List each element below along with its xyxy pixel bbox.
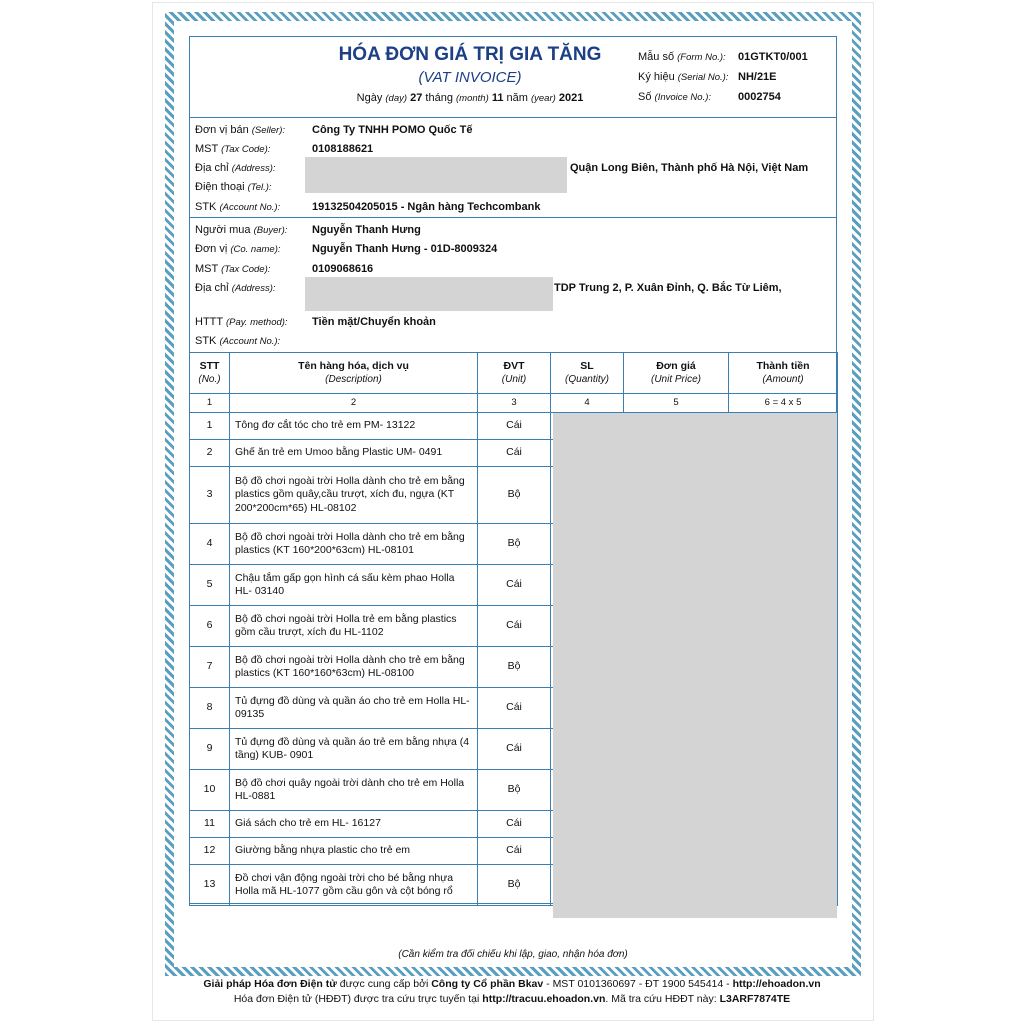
column-index: 2 (230, 394, 478, 413)
row-no: 6 (190, 606, 230, 647)
row-unit: Bộ (478, 865, 551, 906)
seller-label: Đơn vị bán (Seller): (195, 124, 286, 136)
redacted-amounts (553, 413, 837, 918)
divider (189, 217, 837, 218)
buyer-pay-method: Tiền mặt/Chuyển khoản (312, 316, 436, 328)
row-description: Tông đơ cắt tóc cho trẻ em PM- 13122 (230, 413, 478, 440)
buyer-pay-label: HTTT (Pay. method): (195, 316, 288, 328)
col-header-no: STT (No.) (190, 353, 230, 394)
column-index: 6 = 4 x 5 (729, 394, 838, 413)
row-no: 7 (190, 647, 230, 688)
row-unit: Bộ (478, 647, 551, 688)
row-no: 5 (190, 565, 230, 606)
row-description: Đồ chơi vận động ngoài trời cho bé bằng nhựa Holla mã HL-1077 gồm cầu gôn và cột bóng rổ (230, 865, 478, 906)
buyer-account-label: STK (Account No.): (195, 335, 281, 347)
row-unit: Cái (478, 413, 551, 440)
row-unit: Cái (478, 838, 551, 865)
buyer-company-label: Đơn vị (Co. name): (195, 243, 281, 255)
buyer-address: TDP Trung 2, P. Xuân Đỉnh, Q. Bắc Từ Liêm, (554, 282, 782, 294)
row-no: 13 (190, 865, 230, 906)
row-no: 3 (190, 467, 230, 524)
footer-note: (Cần kiểm tra đối chiếu khi lập, giao, nhận hóa đơn) (398, 949, 628, 960)
row-no: 2 (190, 440, 230, 467)
row-no: 9 (190, 729, 230, 770)
row-unit: Bộ (478, 770, 551, 811)
invoice-no-label: Số (Invoice No.): (638, 91, 712, 103)
col-header-amount: Thành tiền (Amount) (729, 353, 838, 394)
row-unit: Cái (478, 729, 551, 770)
serial-no-label: Ký hiệu (Serial No.): (638, 71, 729, 83)
row-description: Giá sách cho trẻ em HL- 16127 (230, 811, 478, 838)
row-description: Tủ đựng đồ dùng và quần áo trẻ em bằng nhựa (4 tầng) KUB- 0901 (230, 729, 478, 770)
invoice-date: Ngày (day) 27 tháng (month) 11 năm (year) 2021 (356, 92, 584, 104)
row-description: Bộ đồ chơi ngoài trời Holla dành cho trẻ em bằng plastics (KT 160*200*63cm) HL-08101 (230, 524, 478, 565)
row-unit: Cái (478, 565, 551, 606)
column-index: 1 (190, 394, 230, 413)
row-unit: Cái (478, 606, 551, 647)
table-header-row (190, 353, 838, 394)
seller-tel-label: Điện thoại (Tel.): (195, 181, 272, 193)
row-description: Tủ đựng đồ dùng và quần áo cho trẻ em Holla HL-09135 (230, 688, 478, 729)
seller-address-label: Địa chỉ (Address): (195, 162, 276, 174)
lookup-code: L3ARF7874TE (719, 993, 791, 1005)
ehoadon-link[interactable]: http://ehoadon.vn (732, 978, 821, 990)
divider (189, 117, 837, 118)
invoice-no-value: 0002754 (738, 91, 781, 103)
row-no: 4 (190, 524, 230, 565)
row-description: Bộ đồ chơi quây ngoài trời dành cho trẻ em Holla HL-0881 (230, 770, 478, 811)
row-description: Chậu tắm gấp gọn hình cá sấu kèm phao Holla HL- 03140 (230, 565, 478, 606)
column-index: 3 (478, 394, 551, 413)
buyer-company: Nguyễn Thanh Hưng - 01D-8009324 (312, 243, 498, 255)
seller-address: Quận Long Biên, Thành phố Hà Nội, Việt Nam (570, 162, 809, 174)
seller-tax: 0108188621 (312, 143, 374, 155)
row-no: 10 (190, 770, 230, 811)
row-description: Ghế ăn trẻ em Umoo bằng Plastic UM- 0491 (230, 440, 478, 467)
row-no: 8 (190, 688, 230, 729)
form-no-label: Mẫu số (Form No.): (638, 51, 726, 63)
row-no: 11 (190, 811, 230, 838)
buyer-name: Nguyễn Thanh Hưng (312, 224, 421, 236)
invoice-title: HÓA ĐƠN GIÁ TRỊ GIA TĂNG (338, 44, 602, 65)
row-description: Bộ đồ chơi ngoài trời Holla dành cho trẻ em bằng plastics (KT 160*160*63cm) HL-08100 (230, 647, 478, 688)
row-unit: Cái (478, 440, 551, 467)
column-index: 5 (624, 394, 729, 413)
serial-no-value: NH/21E (738, 71, 777, 83)
col-header-description: Tên hàng hóa, dịch vụ (Description) (230, 353, 478, 394)
redacted-block (305, 157, 567, 193)
seller-tax-label: MST (Tax Code): (195, 143, 271, 155)
buyer-tax: 0109068616 (312, 263, 374, 275)
redacted-block (305, 277, 553, 311)
col-header-unit-price: Đơn giá (Unit Price) (624, 353, 729, 394)
seller-account-label: STK (Account No.): (195, 201, 281, 213)
row-unit: Bộ (478, 467, 551, 524)
form-no-value: 01GTKT0/001 (738, 51, 808, 63)
footer-provider: Giải pháp Hóa đơn Điện tử được cung cấp bởi Công ty Cổ phần Bkav - MST 0101360697 - ĐT 1900 545414 - http://ehoadon.vn (203, 978, 821, 990)
buyer-label: Người mua (Buyer): (195, 224, 288, 236)
footer-lookup: Hóa đơn Điện tử (HĐĐT) được tra cứu trực tuyến tại http://tracuu.ehoadon.vn. Mã tra cứu HĐĐT này: L3ARF7874TE (233, 993, 791, 1005)
row-description: Bộ đồ chơi ngoài trời Holla trẻ em bằng plastics gồm cầu trượt, xích đu HL-1102 (230, 606, 478, 647)
column-index-row (190, 394, 838, 413)
row-description: Giường bằng nhựa plastic cho trẻ em (230, 838, 478, 865)
col-header-unit: ĐVT (Unit) (478, 353, 551, 394)
column-index: 4 (551, 394, 624, 413)
row-unit: Cái (478, 811, 551, 838)
row-no: 12 (190, 838, 230, 865)
row-unit: Bộ (478, 524, 551, 565)
seller-account: 19132504205015 - Ngân hàng Techcombank (312, 201, 541, 213)
row-unit: Cái (478, 688, 551, 729)
row-description: Bộ đồ chơi ngoài trời Holla dành cho trẻ em bằng plastics gồm quây,cầu trượt, xích đu, ngựa (KT 200*200cm*65) HL-08102 (230, 467, 478, 524)
row-no: 1 (190, 413, 230, 440)
tracuu-link[interactable]: http://tracuu.ehoadon.vn (482, 993, 606, 1005)
col-header-quantity: SL (Quantity) (551, 353, 624, 394)
invoice-subtitle: (VAT INVOICE) (418, 69, 522, 86)
buyer-tax-label: MST (Tax Code): (195, 263, 271, 275)
buyer-address-label: Địa chỉ (Address): (195, 282, 276, 294)
seller-name: Công Ty TNHH POMO Quốc Tế (312, 124, 473, 136)
